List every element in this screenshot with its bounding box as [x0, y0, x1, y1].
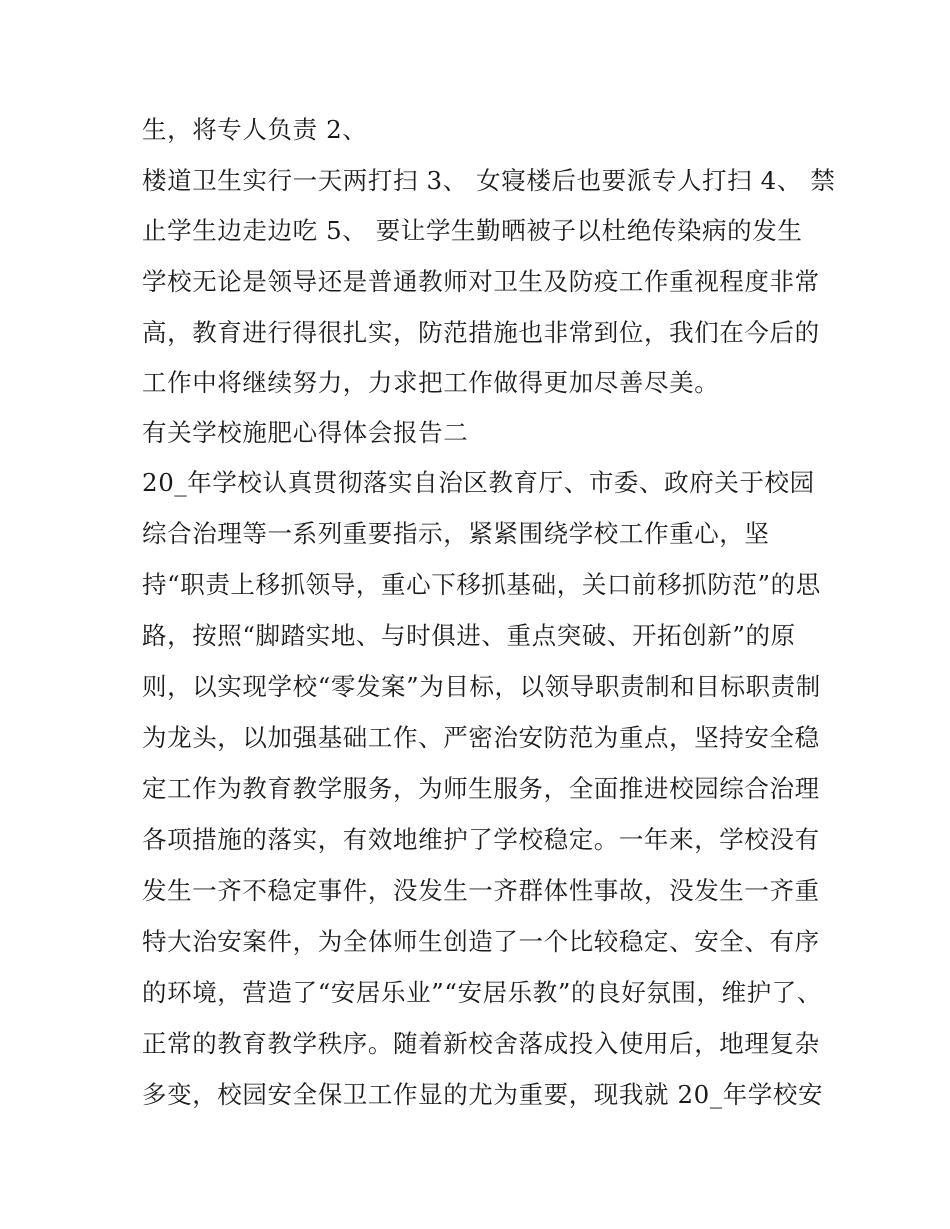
text-line: 止学生边走边吃 5、 要让学生勤晒被子以杜绝传染病的发生: [142, 216, 803, 245]
text-line: 为龙头，以加强基础工作、严密治安防范为重点，坚持安全稳: [142, 723, 820, 752]
text-line: 各项措施的落实，有效地维护了学校稳定。一年来，学校没有: [142, 825, 820, 854]
text-line: 则，以实现学校“零发案”为目标，以领导职责制和目标职责制: [142, 672, 821, 701]
text-line: 特大治安案件，为全体师生创造了一个比较稳定、安全、有序: [142, 927, 820, 956]
text-line: 工作中将继续努力，力求把工作做得更加尽善尽美。: [142, 368, 720, 397]
text-line: 的环境，营造了“安居乐业”“安居乐教”的良好氛围，维护了、: [142, 978, 822, 1007]
text-line: 学校无论是领导还是普通教师对卫生及防疫工作重视程度非常: [142, 267, 820, 296]
section-heading: 有关学校施肥心得体会报告二: [142, 418, 469, 447]
text-line: 20_年学校认真贯彻落实自治区教育厅、市委、政府关于校园: [142, 468, 815, 497]
text-line: 发生一齐不稳定事件，没发生一齐群体性事故，没发生一齐重: [142, 876, 820, 905]
text-line: 正常的教育教学秩序。随着新校舍落成投入使用后，地理复杂: [142, 1029, 820, 1058]
text-line: 楼道卫生实行一天两打扫 3、 女寝楼后也要派专人打扫 4、 禁: [142, 166, 836, 195]
text-line: 生，将专人负责 2、: [142, 115, 368, 144]
text-line: 高，教育进行得很扎实，防范措施也非常到位，我们在今后的: [142, 318, 820, 347]
text-line: 多变，校园安全保卫工作显的尤为重要，现我就 20_年学校安: [142, 1080, 824, 1109]
text-line: 路，按照“脚踏实地、与时俱进、重点突破、开拓创新”的原: [142, 621, 796, 650]
text-line: 综合治理等一系列重要指示，紧紧围绕学校工作重心，坚: [142, 519, 770, 548]
text-line: 定工作为教育教学服务，为师生服务，全面推进校园综合治理: [142, 774, 820, 803]
text-line: 持“职责上移抓领导，重心下移抓基础，关口前移抓防范”的思: [142, 570, 821, 599]
